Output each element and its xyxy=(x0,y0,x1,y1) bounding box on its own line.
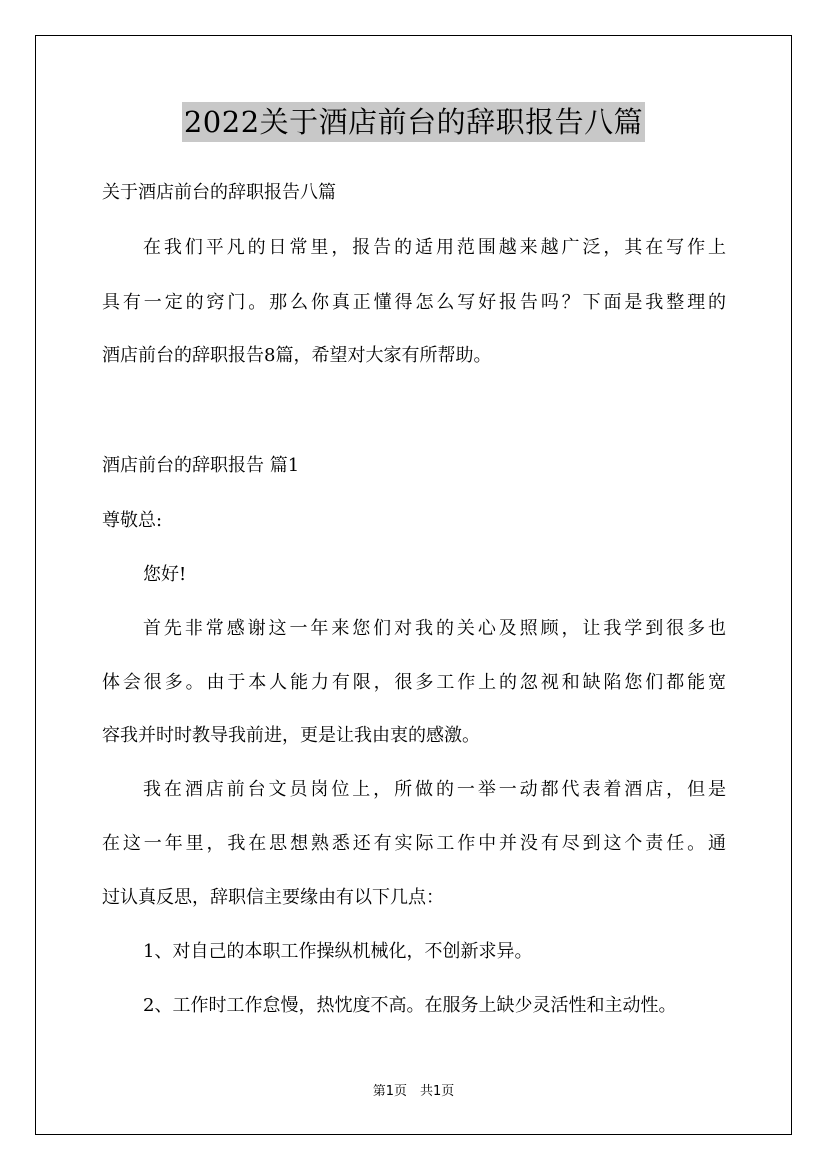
salutation: 尊敬总: xyxy=(102,510,163,531)
section-heading: 酒店前台的辞职报告 篇1 xyxy=(102,455,300,476)
page-footer: 第1页 共1页 xyxy=(372,1084,455,1099)
list-item-1: 1、对自己的本职工作操纵机械化，不创新求异。 xyxy=(143,941,533,962)
paragraph-1-line-1: 首先非常感谢这一年来您们对我的关心及照顾，让我学到很多也 xyxy=(143,618,726,639)
document-title: 2022关于酒店前台的辞职报告八篇 xyxy=(182,102,645,142)
paragraph-1-line-3: 容我并时时教导我前进，更是让我由衷的感激。 xyxy=(102,725,480,746)
greeting: 您好! xyxy=(143,564,187,585)
paragraph-1-line-2: 体会很多。由于本人能力有限，很多工作上的忽视和缺陷您们都能宽 xyxy=(102,672,726,693)
paragraph-2-line-2: 在这一年里，我在思想熟悉还有实际工作中并没有尽到这个责任。通 xyxy=(102,833,726,854)
title-container xyxy=(0,102,827,142)
paragraph-2-line-3: 过认真反思，辞职信主要缘由有以下几点： xyxy=(102,887,444,908)
list-item-2: 2、工作时工作怠慢，热忱度不高。在服务上缺少灵活性和主动性。 xyxy=(143,995,677,1016)
intro-line-3: 酒店前台的辞职报告8篇，希望对大家有所帮助。 xyxy=(102,345,492,366)
paragraph-2-line-1: 我在酒店前台文员岗位上，所做的一举一动都代表着酒店，但是 xyxy=(143,779,726,800)
intro-line-1: 在我们平凡的日常里，报告的适用范围越来越广泛，其在写作上 xyxy=(143,237,726,258)
intro-line-2: 具有一定的窍门。那么你真正懂得怎么写好报告吗？下面是我整理的 xyxy=(102,292,726,313)
document-subtitle: 关于酒店前台的辞职报告八篇 xyxy=(102,182,336,203)
